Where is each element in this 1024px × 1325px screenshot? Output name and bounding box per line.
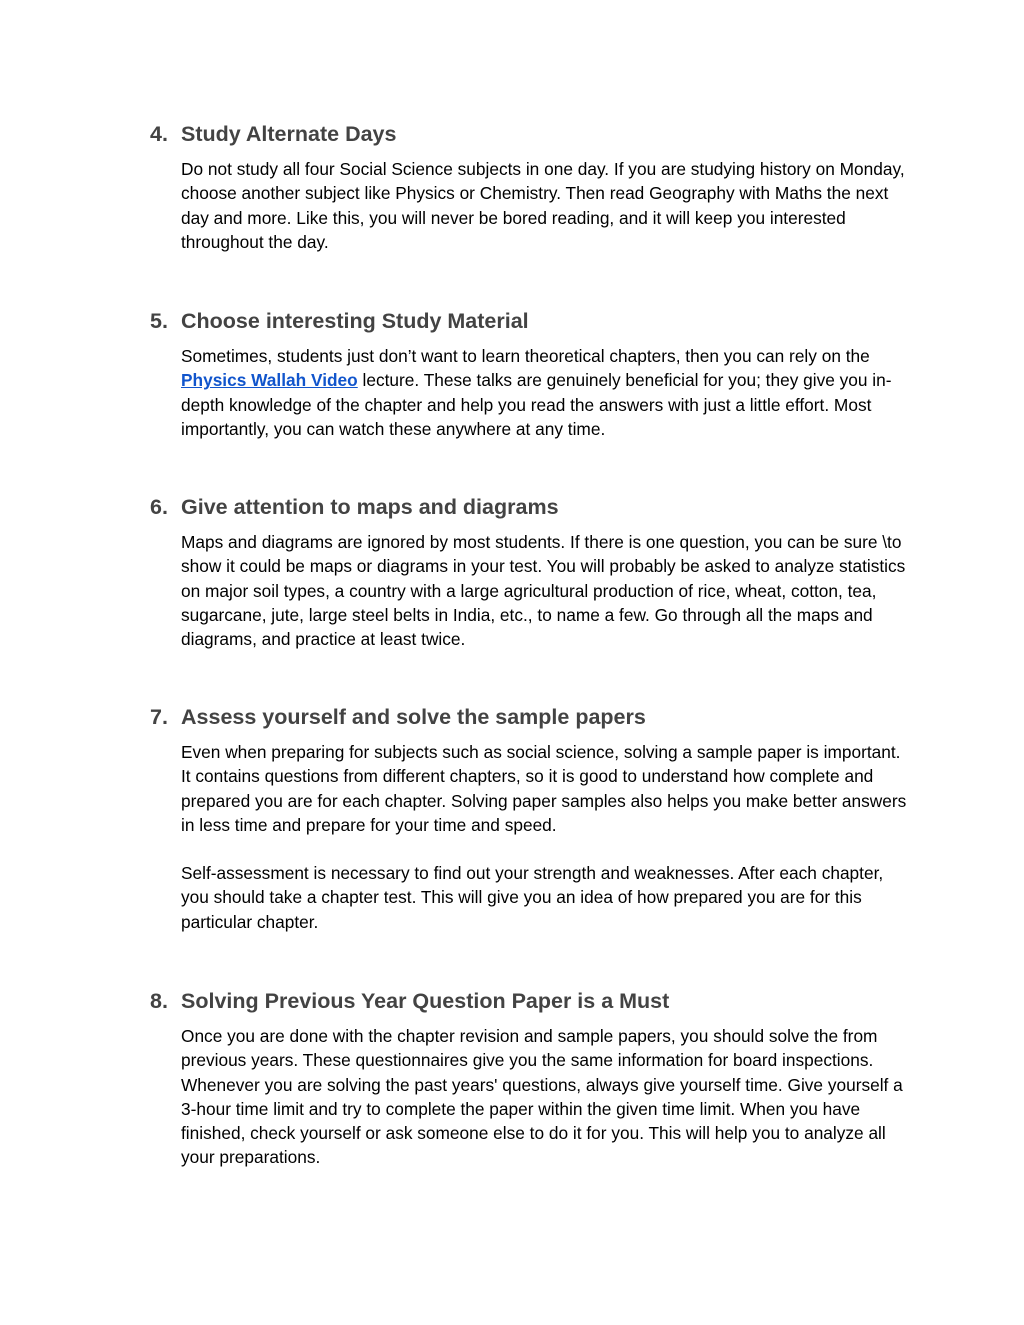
paragraph-text-before-link: Sometimes, students just don’t want to learn theoretical chapters, then you can rely on the xyxy=(181,346,870,366)
section-number: 6. xyxy=(150,495,168,519)
section-number: 5. xyxy=(150,309,168,333)
section-body xyxy=(181,1024,910,1170)
paragraph: Do not study all four Social Science subjects in one day. If you are studying history on Monday, choose another subject like Physics or Chemistry. Then read Geography with Maths the next day and more. Like this, you will never be bored reading, and it will keep you interested throughout the day. xyxy=(181,159,905,252)
section-maps-and-diagrams xyxy=(150,494,910,651)
paragraph xyxy=(181,344,910,441)
section-title: Give attention to maps and diagrams xyxy=(181,495,559,519)
paragraph: Self-assessment is necessary to find out your strength and weaknesses. After each chapter, you should take a chapter test. This will give you an idea of how prepared you are for this particular chapter. xyxy=(181,863,884,932)
section-title: Choose interesting Study Material xyxy=(181,309,529,333)
section-choose-study-material xyxy=(150,308,910,441)
section-previous-year-papers xyxy=(150,988,910,1170)
section-number: 4. xyxy=(150,122,168,146)
section-heading xyxy=(150,121,910,147)
section-heading xyxy=(150,494,910,520)
section-title: Assess yourself and solve the sample papers xyxy=(181,705,646,729)
section-body xyxy=(181,344,910,441)
section-body xyxy=(181,740,910,934)
section-body xyxy=(181,157,910,254)
section-title: Study Alternate Days xyxy=(181,122,397,146)
section-heading xyxy=(150,308,910,334)
section-number: 8. xyxy=(150,989,168,1013)
section-body xyxy=(181,530,910,651)
physics-wallah-video-link[interactable]: Physics Wallah Video xyxy=(181,370,358,391)
paragraph-text-after-link: lecture. These talks are genuinely beneficial for you; they give you in-depth knowledge of the chapter and help you read the answers with just a little effort. Most importantly, you can watch these anywhere at any time. xyxy=(181,370,892,439)
section-study-alternate-days xyxy=(150,121,910,254)
paragraph: Maps and diagrams are ignored by most students. If there is one question, you can be sure \to show it could be maps or diagrams in your test. You will probably be asked to analyze statistics on major soil types, a country with a large agricultural production of rice, wheat, cotton, tea, sugarcane, jute, large steel belts in India, etc., to name a few. Go through all the maps and diagrams, and practice at least twice. xyxy=(181,532,906,650)
section-sample-papers xyxy=(150,704,910,934)
paragraph: Even when preparing for subjects such as social science, solving a sample paper is important. It contains questions from different chapters, so it is good to understand how complete and prepared you are for each chapter. Solving paper samples also helps you make better answers in less time and prepare for your time and speed. xyxy=(181,742,907,835)
paragraph: Once you are done with the chapter revision and sample papers, you should solve the from previous years. These questionnaires give you the same information for board inspections. Whenever you are solving the past years' questions, always give yourself time. Give yourself a 3-hour time limit and try to complete the paper within the given time limit. When you have finished, check yourself or ask someone else to do it for you. This will help you to analyze all your preparations. xyxy=(181,1026,903,1168)
section-number: 7. xyxy=(150,705,168,729)
section-heading xyxy=(150,704,910,730)
section-title: Solving Previous Year Question Paper is a Must xyxy=(181,989,670,1013)
section-heading xyxy=(150,988,910,1014)
